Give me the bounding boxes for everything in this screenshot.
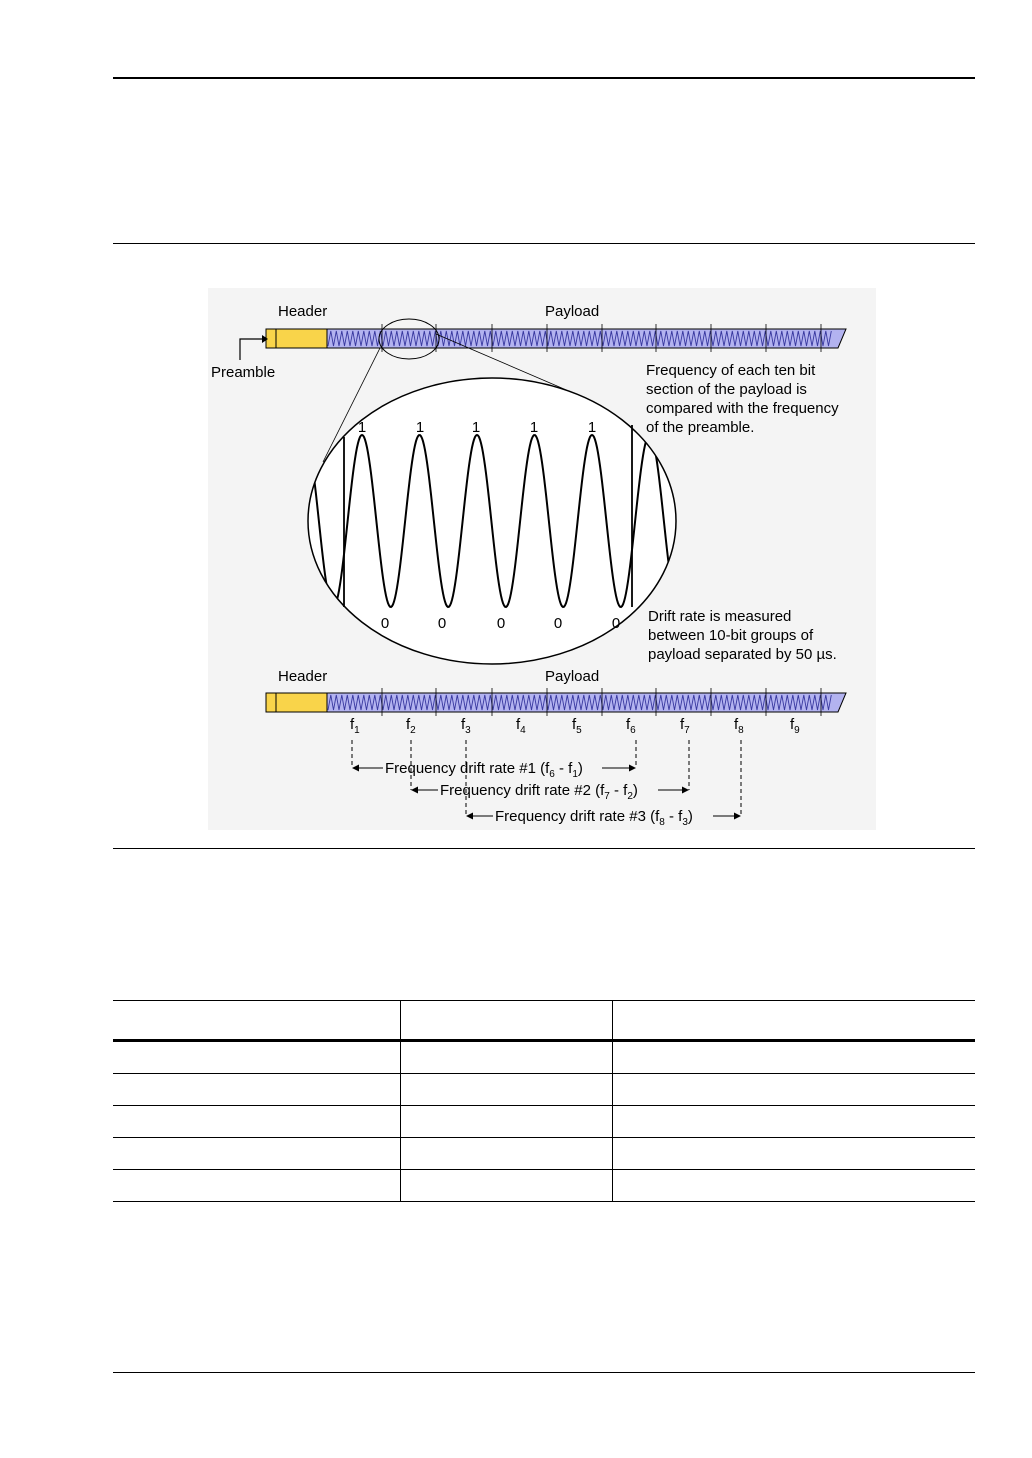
table-row bbox=[113, 1138, 975, 1170]
table-cell bbox=[400, 1170, 612, 1202]
top-payload-label: Payload bbox=[545, 303, 600, 320]
drift-note-line: Drift rate is measured bbox=[648, 608, 792, 625]
bottom-header-block bbox=[276, 693, 327, 712]
bit-zero-label: 0 bbox=[496, 615, 506, 632]
frequency-label-f4: $f_4$ bbox=[516, 716, 526, 736]
table-cell bbox=[400, 1106, 612, 1138]
table-cell bbox=[612, 1106, 975, 1138]
frequency-label-f1: $f_1$ bbox=[350, 716, 360, 736]
frequency-label-f7: $f_7$ bbox=[680, 716, 690, 736]
drift-rate-1-label: Frequency drift rate #1 $(f_6 - f_1)$ bbox=[385, 760, 583, 780]
table-header-cell bbox=[400, 1001, 612, 1041]
table-cell bbox=[113, 1074, 400, 1106]
table-cell bbox=[400, 1138, 612, 1170]
bottom-rule bbox=[113, 1372, 975, 1373]
frequency-label-f9: $f_9$ bbox=[790, 716, 800, 736]
table-cell bbox=[400, 1074, 612, 1106]
frequency-label-f8: $f_8$ bbox=[734, 716, 744, 736]
drift-rate-2-label: Frequency drift rate #2 $(f_7 - f_2)$ bbox=[440, 782, 638, 802]
table-cell bbox=[113, 1170, 400, 1202]
drift-note-line: payload separated by 50 µs. bbox=[648, 646, 837, 663]
table-row bbox=[113, 1041, 975, 1074]
table-cell bbox=[113, 1041, 400, 1074]
table-cell bbox=[400, 1041, 612, 1074]
table-row bbox=[113, 1106, 975, 1138]
bit-one-label: 1 bbox=[587, 419, 597, 436]
bottom-preamble-block bbox=[266, 693, 276, 712]
drift-note-line: between 10-bit groups of bbox=[648, 627, 814, 644]
frequency-label-f2: $f_2$ bbox=[406, 716, 416, 736]
table-row bbox=[113, 1170, 975, 1202]
bit-zero-label: 0 bbox=[437, 615, 447, 632]
bit-one-label: 1 bbox=[471, 419, 481, 436]
table-header-cell bbox=[612, 1001, 975, 1041]
frequency-label-f3: $f_3$ bbox=[461, 716, 471, 736]
table-row bbox=[113, 1074, 975, 1106]
table-cell bbox=[113, 1106, 400, 1138]
frequency-label-f6: $f_6$ bbox=[626, 716, 636, 736]
frequency-note-line: compared with the frequency bbox=[646, 400, 839, 417]
table-cell bbox=[612, 1170, 975, 1202]
top-preamble-block bbox=[266, 329, 276, 348]
table-cell bbox=[612, 1041, 975, 1074]
bit-zero-label: 0 bbox=[380, 615, 390, 632]
table-cell bbox=[612, 1074, 975, 1106]
bit-one-label: 1 bbox=[357, 419, 367, 436]
frequency-label-f5: $f_5$ bbox=[572, 716, 582, 736]
bit-zero-label: 0 bbox=[611, 615, 621, 632]
bit-one-label: 1 bbox=[529, 419, 539, 436]
bit-one-label: 1 bbox=[415, 419, 425, 436]
frequency-note-line: of the preamble. bbox=[646, 419, 755, 436]
drift-rate-3-label: Frequency drift rate #3 $(f_8 - f_3)$ bbox=[495, 808, 693, 828]
frequency-note-line: Frequency of each ten bit bbox=[646, 362, 816, 379]
table-cell bbox=[113, 1138, 400, 1170]
bottom-payload-label: Payload bbox=[545, 668, 600, 685]
table-cell bbox=[612, 1138, 975, 1170]
preamble-label: Preamble bbox=[211, 364, 276, 381]
table-header-row bbox=[113, 1001, 975, 1041]
frequency-note-line: section of the payload is bbox=[646, 381, 807, 398]
spec-table bbox=[113, 1000, 975, 1202]
top-header-block bbox=[276, 329, 327, 348]
bottom-header-label: Header bbox=[278, 668, 328, 685]
table-header-cell bbox=[113, 1001, 400, 1041]
top-header-label: Header bbox=[278, 303, 328, 320]
bit-zero-label: 0 bbox=[553, 615, 563, 632]
